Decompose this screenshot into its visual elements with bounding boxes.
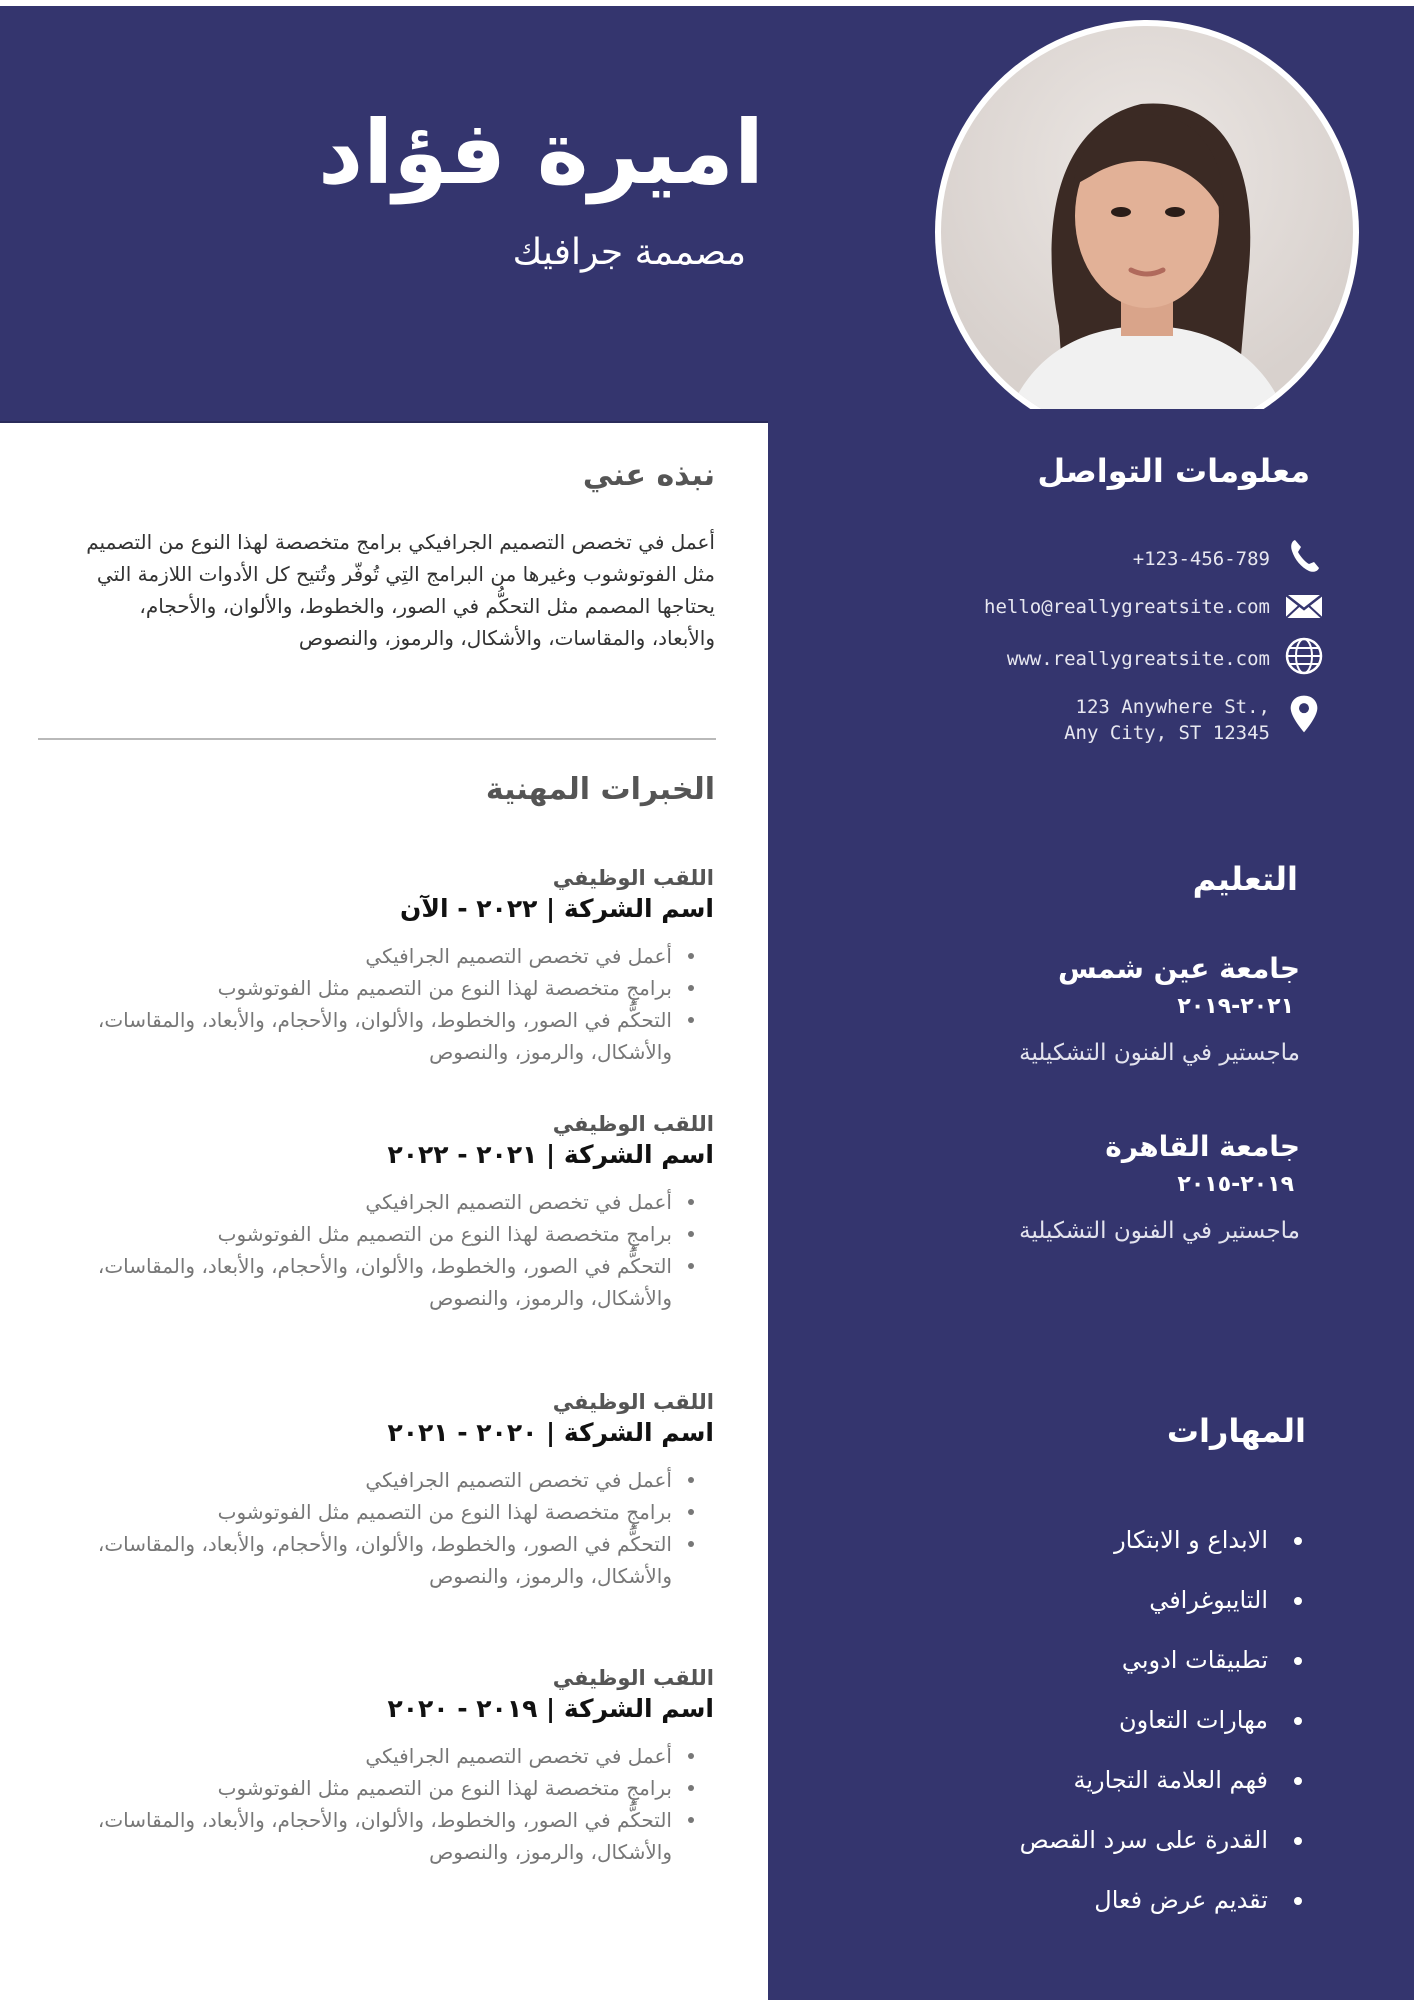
section-divider	[38, 738, 716, 740]
contact-title: معلومات التواصل	[1037, 452, 1310, 490]
education-years: ٢٠٢١-٢٠١٩	[1177, 994, 1294, 1019]
job-title: اللقب الوظيفي	[552, 1112, 714, 1136]
education-title: التعليم	[1192, 860, 1298, 898]
list-item: التايبوغرافي	[802, 1582, 1302, 1642]
education-years: ٢٠١٩-٢٠١٥	[1177, 1172, 1294, 1197]
list-item: تطبيقات ادوبي	[802, 1642, 1302, 1702]
about-text: أعمل في تخصص التصميم الجرافيكي برامج متخصصة لهذا النوع من التصميم مثل الفوتوشوب وغيرها من البرامج التِي تُوفّر وتُتيح كل الأدوات اللازمة التي يحتاجها المصمم مثل التحكُّم في الصور، والخطوط، والألوان، والأحجام، والأبعاد، والمقاسات، والأشكال، والرموز، والنصوص	[86, 530, 715, 650]
job-title: اللقب الوظيفي	[552, 1390, 714, 1414]
job-company: اسم الشركة | ٢٠٢٢ - الآن	[399, 894, 714, 923]
job-entry	[34, 1664, 714, 1868]
education-school: جامعة القاهرة	[1105, 1130, 1300, 1163]
job-title: اللقب الوظيفي	[552, 1666, 714, 1690]
about-title: نبذه عني	[582, 458, 715, 493]
job-bullets	[34, 1186, 714, 1314]
list-item: أعمل في تخصص التصميم الجرافيكي	[34, 1740, 714, 1772]
list-item: تقديم عرض فعال	[802, 1882, 1302, 1942]
list-item: برامجٍ متخصصة لهذا النوع من التصميم مثل الفوتوشوب	[34, 1218, 714, 1250]
contact-email	[764, 586, 1324, 632]
website-text: www.reallygreatsite.com	[1006, 648, 1270, 670]
list-item: مهارات التعاون	[802, 1702, 1302, 1762]
list-item: التحكُّم في الصور، والخطوط، والألوان، والأحجام، والأبعاد، والمقاسات، والأشكال، والرموز، والنصوص	[34, 1804, 714, 1868]
list-item: القدرة على سرد القصص	[802, 1822, 1302, 1882]
list-item: أعمل في تخصص التصميم الجرافيكي	[34, 940, 714, 972]
job-bullets	[34, 940, 714, 1068]
list-item: التحكُّم في الصور، والخطوط، والألوان، والأحجام، والأبعاد، والمقاسات، والأشكال، والرموز، والنصوص	[34, 1528, 714, 1592]
person-name: اميرة فؤاد	[317, 101, 764, 204]
job-entry	[34, 864, 714, 1068]
job-title: اللقب الوظيفي	[552, 866, 714, 890]
skills-title: المهارات	[1166, 1412, 1306, 1450]
skills-list	[802, 1522, 1302, 1942]
list-item: الابداع و الابتكار	[802, 1522, 1302, 1582]
list-item: برامجٍ متخصصة لهذا النوع من التصميم مثل الفوتوشوب	[34, 972, 714, 1004]
list-item: برامجٍ متخصصة لهذا النوع من التصميم مثل الفوتوشوب	[34, 1772, 714, 1804]
header-divider	[0, 421, 768, 423]
list-item: أعمل في تخصص التصميم الجرافيكي	[34, 1464, 714, 1496]
job-entry	[34, 1388, 714, 1592]
job-entry	[34, 1110, 714, 1314]
list-item: فهم العلامة التجارية	[802, 1762, 1302, 1822]
header-band	[0, 6, 1414, 422]
list-item: أعمل في تخصص التصميم الجرافيكي	[34, 1186, 714, 1218]
mail-icon	[1284, 586, 1324, 626]
contact-address	[764, 692, 1324, 752]
job-role: مصممة جرافيك	[512, 232, 746, 273]
list-item: التحكُّم في الصور، والخطوط، والألوان، والأحجام، والأبعاد، والمقاسات، والأشكال، والرموز، والنصوص	[34, 1004, 714, 1068]
contact-phone	[764, 536, 1324, 582]
list-item: التحكُّم في الصور، والخطوط، والألوان، والأحجام، والأبعاد، والمقاسات، والأشكال، والرموز، والنصوص	[34, 1250, 714, 1314]
job-bullets	[34, 1740, 714, 1868]
education-degree: ماجستير في الفنون التشكيلية	[1019, 1218, 1300, 1244]
address-text: 123 Anywhere St., Any City, ST 12345	[1064, 696, 1270, 744]
job-company: اسم الشركة | ٢٠١٩ - ٢٠٢٠	[387, 1694, 714, 1723]
email-text: hello@reallygreatsite.com	[984, 596, 1270, 618]
phone-text: +123-456-789	[1132, 548, 1270, 570]
contact-website	[764, 636, 1324, 682]
education-school: جامعة عين شمس	[1058, 952, 1300, 985]
list-item: برامجٍ متخصصة لهذا النوع من التصميم مثل الفوتوشوب	[34, 1496, 714, 1528]
job-company: اسم الشركة | ٢٠٢١ - ٢٠٢٢	[387, 1140, 714, 1169]
education-degree: ماجستير في الفنون التشكيلية	[1019, 1040, 1300, 1066]
globe-icon	[1284, 636, 1324, 676]
experience-title: الخبرات المهنية	[485, 772, 715, 807]
job-bullets	[34, 1464, 714, 1592]
location-pin-icon	[1284, 694, 1324, 734]
job-company: اسم الشركة | ٢٠٢٠ - ٢٠٢١	[387, 1418, 714, 1447]
phone-icon	[1284, 536, 1324, 576]
